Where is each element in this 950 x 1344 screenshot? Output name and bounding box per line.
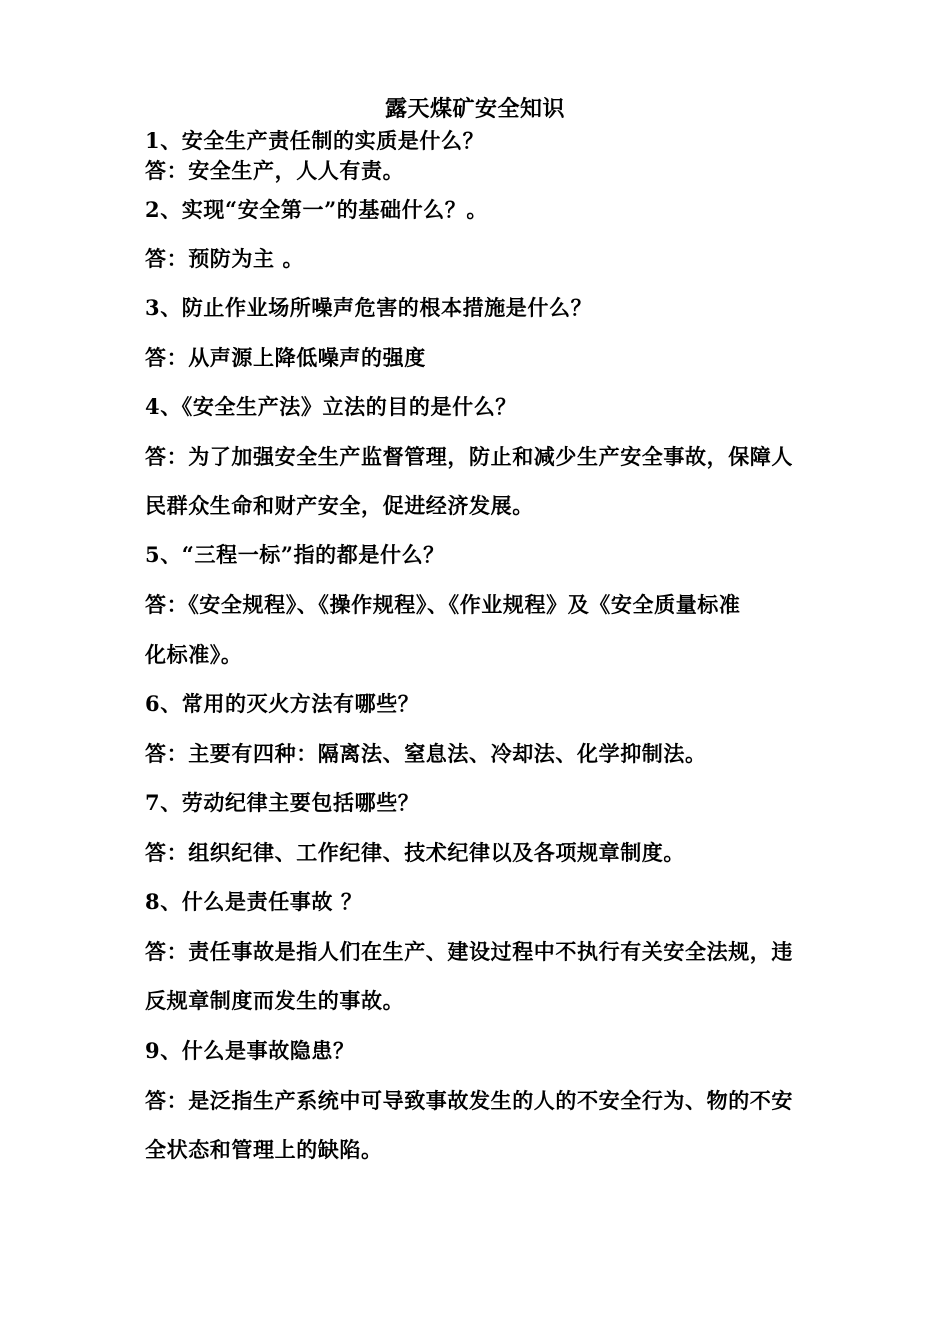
answer-9-line-1: 答：是泛指生产系统中可导致事故发生的人的不安全行为、物的不安 (145, 1088, 793, 1113)
answer-8-line-2: 反规章制度而发生的事故。 (145, 988, 405, 1013)
answer-4-line-2: 民群众生命和财产安全，促进经济发展。 (145, 493, 534, 518)
question-3: 3、防止作业场所噪声危害的根本措施是什么？ (145, 295, 593, 320)
answer-9-line-2: 全状态和管理上的缺陷。 (145, 1137, 383, 1162)
answer-8-line-1: 答：责任事故是指人们在生产、建设过程中不执行有关安全法规，违 (145, 939, 793, 964)
answer-4-line-1: 答：为了加强安全生产监督管理，防止和减少生产安全事故，保障人 (145, 444, 793, 469)
question-8: 8、什么是责任事故 ？ (145, 889, 363, 914)
answer-2: 答：预防为主 。 (145, 246, 305, 271)
answer-3: 答：从声源上降低噪声的强度 (145, 345, 426, 370)
question-6: 6、常用的灭火方法有哪些？ (145, 691, 420, 716)
question-2: 2、实现“安全第一”的基础什么？。 (145, 197, 488, 222)
question-9: 9、什么是事故隐患？ (145, 1038, 355, 1063)
question-1: 1、安全生产责任制的实质是什么？ (145, 128, 485, 153)
question-5: 5、“三程一标”指的都是什么？ (145, 542, 445, 567)
question-7: 7、劳动纪律主要包括哪些？ (145, 790, 420, 815)
answer-1: 答：安全生产，人人有责。 (145, 158, 405, 183)
document-title: 露天煤矿安全知识 (384, 96, 565, 122)
question-4: 4、《安全生产法》立法的目的是什么？ (145, 394, 517, 419)
answer-5-line-1: 答：《安全规程》、《操作规程》、《作业规程》及《安全质量标准 (145, 592, 741, 617)
answer-6: 答：主要有四种：隔离法、窒息法、冷却法、化学抑制法。 (145, 741, 707, 766)
answer-7: 答：组织纪律、工作纪律、技术纪律以及各项规章制度。 (145, 840, 685, 865)
answer-5-line-2: 化标准》。 (145, 642, 243, 667)
